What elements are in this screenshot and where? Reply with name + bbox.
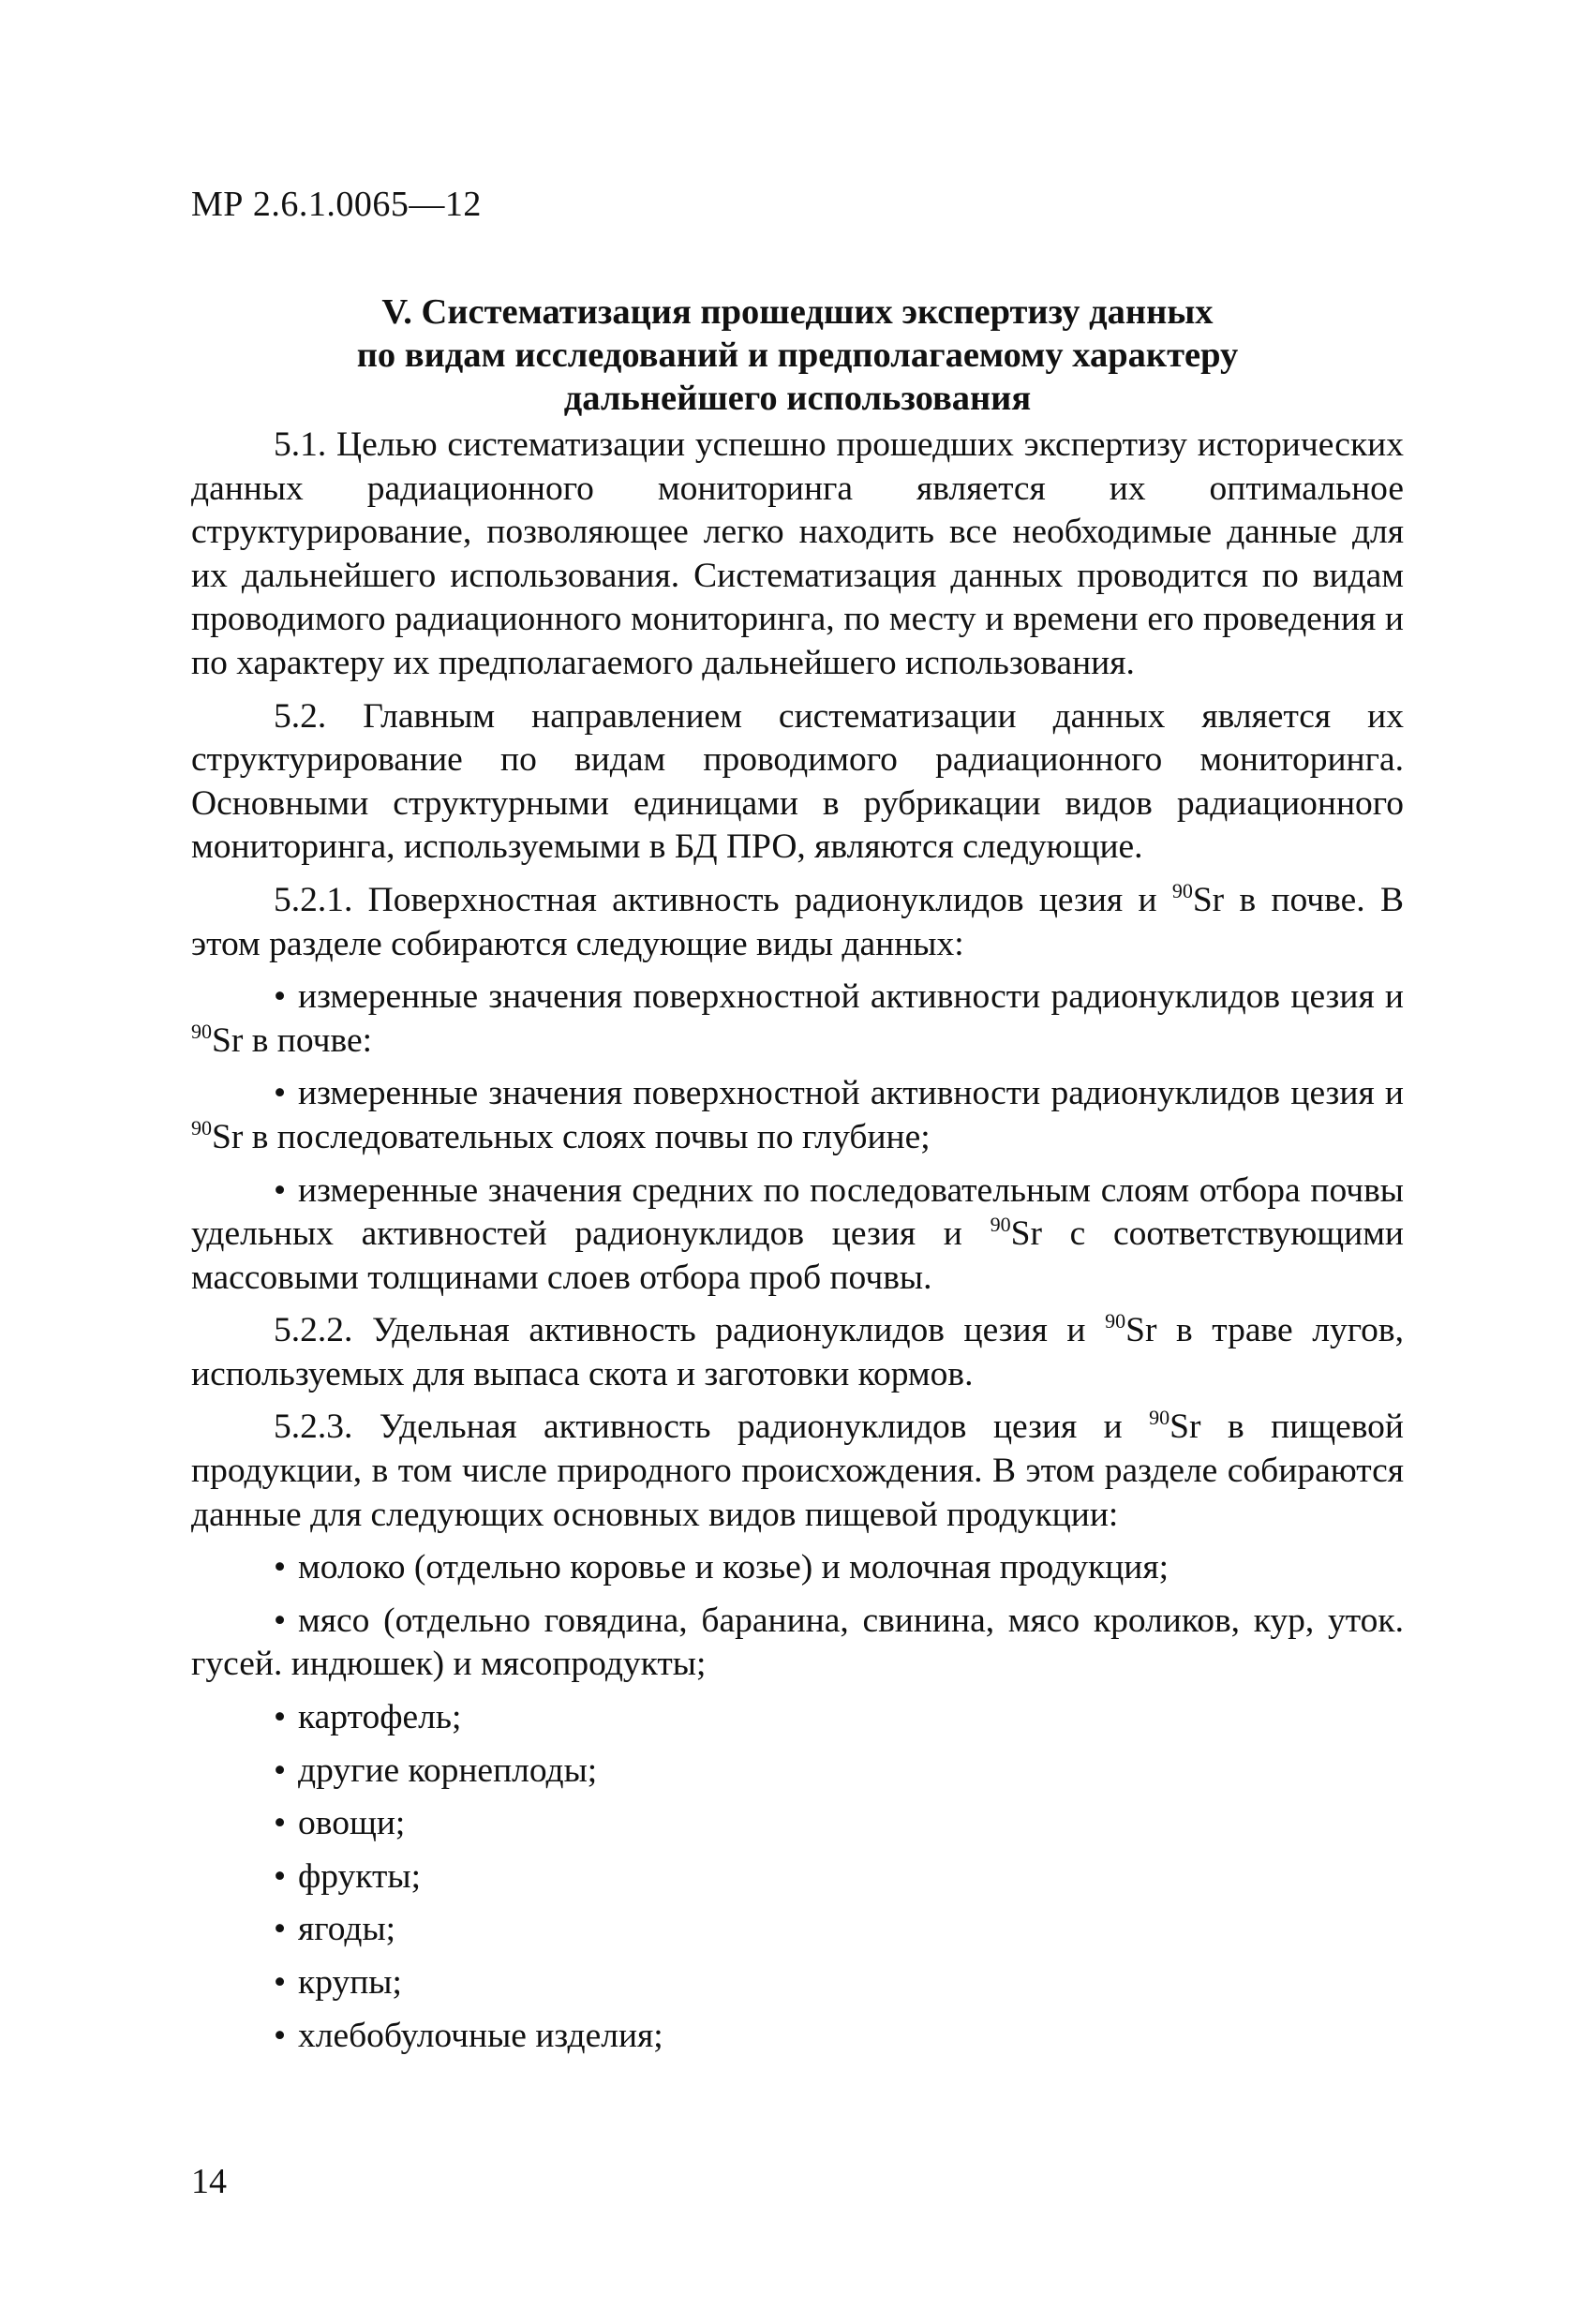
bullet-item-layer-activity (191, 1072, 1404, 1159)
section-title-line: дальнейшего использования (563, 379, 1032, 418)
list-item (191, 1961, 1404, 2005)
page-content (191, 290, 1404, 2067)
bullet-icon: • (274, 1856, 287, 1896)
isotope-mass-number: 90 (990, 1213, 1011, 1237)
isotope-mass-number: 90 (1149, 1406, 1170, 1430)
list-item (191, 1802, 1404, 1846)
bullet-icon: • (274, 1804, 287, 1843)
bullet-item-milk (191, 1546, 1404, 1590)
bullet-icon: • (274, 1963, 287, 2002)
isotope-mass-number: 90 (1105, 1309, 1126, 1333)
bullet-item-meat (191, 1600, 1404, 1687)
text-fragment: 5.2.3. Удельная активность радионуклидов цезия и (274, 1408, 1150, 1447)
paragraph-5-2-3 (191, 1406, 1404, 1537)
list-item (191, 1696, 1404, 1740)
isotope-mass-number: 90 (1171, 878, 1193, 902)
text-fragment: Sr в траве лугов, используемых для выпаса скота и заготовки кормов. (191, 1311, 1404, 1393)
text-fragment: измеренные значения поверхностной активности радионуклидов цезия и (298, 1074, 1404, 1113)
bullet-icon: • (274, 1548, 287, 1587)
bullet-icon: • (274, 1750, 287, 1790)
paragraph-5-1: 5.1. Целью систематизации успешно прошедших экспертизу исторических данных радиационного мониторинга является их оптимальное структурирование, позволяющее легко находить все необходимые данные для их дальнейшего использования. Систематизация данных проводится по видам проводимого радиационного мониторинга, по месту и времени его проведения и по характеру их предполагаемого дальнейшего использования. (191, 425, 1404, 682)
text-fragment: молоко (отдельно коровье и козье) и молочная продукция; (298, 1548, 1169, 1587)
list-item-label: другие корнеплоды; (298, 1750, 598, 1790)
text-fragment: Sr в почве: (212, 1020, 373, 1060)
bullet-icon: • (274, 1698, 287, 1737)
text-fragment: Sr в почве. В этом разделе собираются следующие виды данных: (191, 880, 1404, 963)
list-item-label: фрукты; (298, 1856, 422, 1896)
list-item-label: овощи; (298, 1804, 406, 1843)
bullet-icon: • (274, 1170, 287, 1210)
list-item-label: картофель; (298, 1698, 462, 1737)
bullet-item-surface-activity (191, 976, 1404, 1063)
text-fragment: измеренные значения средних по последовательным слоям отбора почвы удельных активностей радионуклидов цезия и (191, 1170, 1404, 1254)
bullet-icon: • (274, 2016, 287, 2055)
text-fragment: 5.2.1. Поверхностная активность радионуклидов цезия и (274, 880, 1172, 919)
isotope-mass-number: 90 (191, 1115, 212, 1140)
bullet-icon: • (274, 1601, 287, 1640)
text-fragment: мясо (отдельно говядина, баранина, свинина, мясо кроликов, кур, уток. гусей. индюшек) и мясопродукты; (191, 1601, 1404, 1684)
list-item (191, 2015, 1404, 2059)
section-title (191, 290, 1404, 420)
isotope-mass-number: 90 (191, 1019, 212, 1043)
list-item-label: крупы; (298, 1963, 402, 2002)
food-product-list (191, 1696, 1404, 2058)
bullet-icon: • (274, 1074, 287, 1113)
list-item-label: ягоды; (298, 1910, 396, 1949)
list-item (191, 1855, 1404, 1899)
document-code: МР 2.6.1.0065—12 (191, 185, 482, 224)
section-title-line: V. Систематизация прошедших экспертизу данных (381, 292, 1214, 332)
list-item-label: хлебобулочные изделия; (298, 2016, 663, 2055)
paragraph-5-2: 5.2. Главным направлением систематизации данных является их структурирование по видам проводимого радиационного мониторинга. Основными структурными единицами в рубрикации видов радиационного мониторинга, используемыми в БД ПРО, являются следующие. (191, 696, 1404, 867)
list-item (191, 1908, 1404, 1952)
text-fragment: измеренные значения поверхностной активности радионуклидов цезия и (298, 977, 1404, 1017)
bullet-icon: • (274, 977, 287, 1017)
text-fragment: Sr в последовательных слоях почвы по глубине; (212, 1117, 931, 1156)
text-fragment: 5.2.2. Удельная активность радионуклидов цезия и (274, 1311, 1106, 1350)
page-number: 14 (191, 2162, 227, 2201)
text-fragment: Sr в пищевой продукции, в том числе природного происхождения. В этом разделе собираются данные для следующих основных видов пищевой продукции: (191, 1408, 1404, 1534)
text-fragment: Sr с соответствующими массовыми толщинами слоев отбора проб почвы. (191, 1214, 1404, 1297)
list-item (191, 1750, 1404, 1794)
paragraph-5-2-2 (191, 1309, 1404, 1396)
bullet-icon: • (274, 1910, 287, 1949)
section-title-line: по видам исследований и предполагаемому характеру (356, 335, 1239, 375)
paragraph-5-2-1 (191, 879, 1404, 966)
bullet-item-specific-activity (191, 1169, 1404, 1301)
